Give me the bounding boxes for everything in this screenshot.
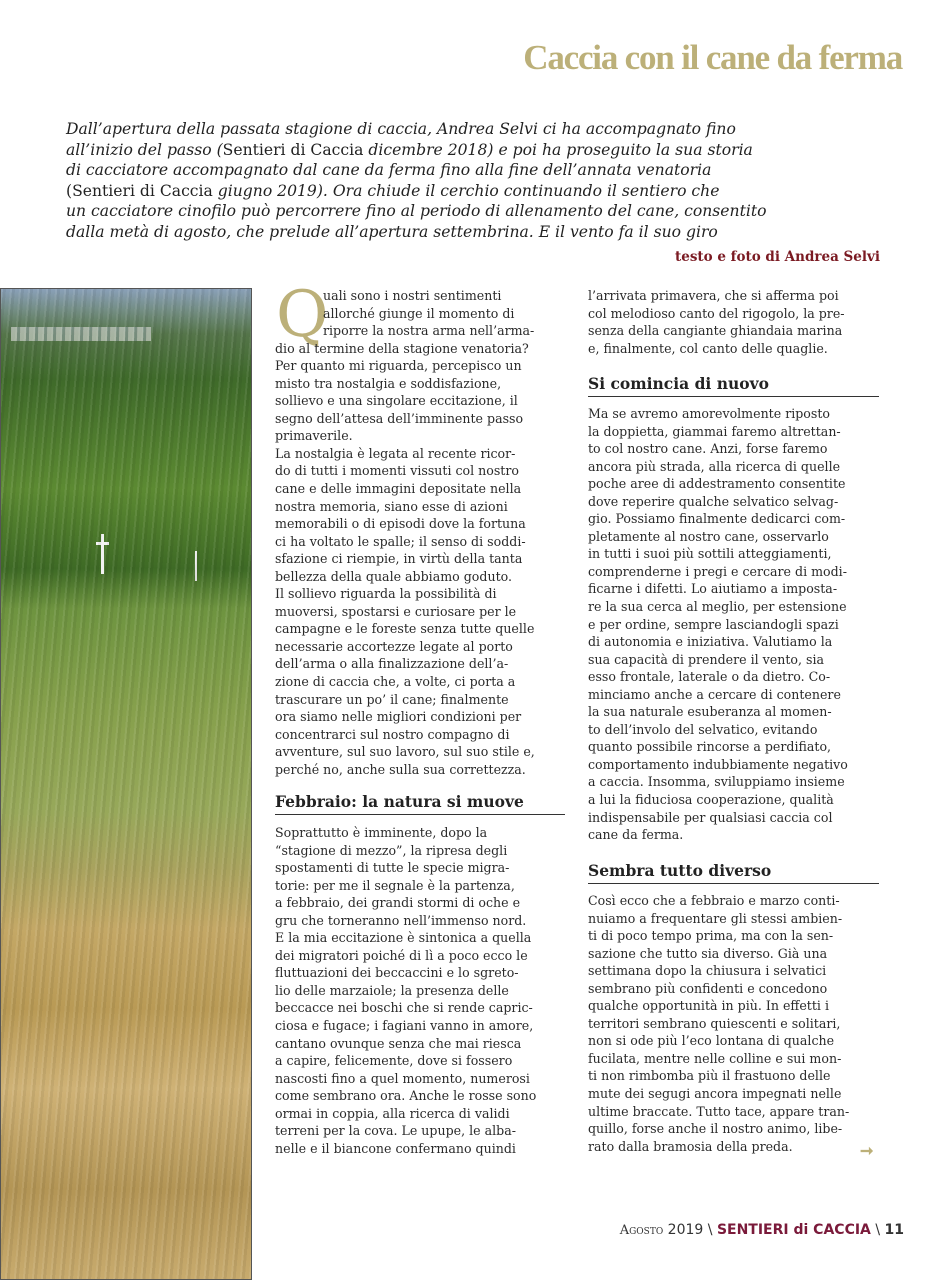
- text-line: dove reperire qualche selvatico selvag-: [588, 493, 839, 509]
- arrow-right-icon: ➞: [860, 1141, 874, 1160]
- intro-text: all’inizio del passo (: [66, 140, 223, 159]
- text-line: come sembrano ora. Anche le rosse sono: [275, 1088, 537, 1104]
- page-number: 11: [884, 1222, 904, 1238]
- text-line: memorabili o di episodi dove la fortuna: [275, 516, 526, 532]
- text-line: territori sembrano quiescenti e solitari,: [588, 1015, 841, 1031]
- text-line: Ma se avremo amorevolmente riposto: [588, 406, 830, 421]
- text-line: dell’arma o alla finalizzazione dell’a-: [275, 656, 509, 672]
- text-line: fucilata, mentre nelle colline e sui mon-: [588, 1050, 842, 1066]
- footer-separator: \: [870, 1222, 885, 1238]
- section-heading-febbraio: Febbraio: la natura si muove: [275, 792, 565, 815]
- text-line: cane da ferma.: [588, 827, 684, 843]
- text-line: e, finalmente, col canto delle quaglie.: [588, 340, 828, 356]
- text-line: campagne e le foreste senza tutte quelle: [275, 621, 535, 637]
- text-line: dio al termine della stagione venatoria?: [275, 340, 529, 356]
- text-line: E la mia eccitazione è sintonica a quella: [275, 930, 532, 946]
- text-line: esso frontale, laterale o da dietro. Co-: [588, 669, 831, 685]
- text-line: nelle e il biancone confermano quindi: [275, 1140, 516, 1156]
- text-line: dei migratori poiché di lì a poco ecco le: [275, 947, 528, 963]
- text-line: ancora più strada, alla ricerca di quelle: [588, 458, 841, 474]
- text-line: beccacce nei boschi che si rende capric-: [275, 1000, 533, 1016]
- text-line: ultime braccate. Tutto tace, appare tran-: [588, 1103, 850, 1119]
- text-line: Soprattutto è imminente, dopo la: [275, 825, 488, 840]
- text-line: ti di poco tempo prima, ma con la sen-: [588, 928, 834, 944]
- text-line: necessarie accortezze legate al porto: [275, 638, 513, 654]
- text-line: di autonomia e iniziativa. Valutiamo la: [588, 634, 833, 650]
- author-credit: testo e foto di Andrea Selvi: [675, 249, 880, 265]
- text-line: sua capacità di prendere il vento, sia: [588, 651, 824, 667]
- text-line: fluttuazioni dei beccaccini e lo sgreto-: [275, 965, 519, 981]
- text-line: torie: per me il segnale è la partenza,: [275, 877, 515, 893]
- section-heading-sembra-tutto-diverso: Sembra tutto diverso: [588, 861, 879, 884]
- text-line: poche aree di addestramento consentite: [588, 476, 846, 492]
- text-line: bellezza della quale abbiamo goduto.: [275, 568, 512, 584]
- magazine-reference: Sentieri di Caccia: [222, 140, 364, 159]
- text-line: col melodioso canto del rigogolo, la pre-: [588, 305, 845, 321]
- text-line: La nostalgia è legata al recente ricor-: [275, 445, 516, 461]
- drop-cap: Q: [276, 278, 329, 352]
- intro-line: un cacciatore cinofilo può percorrere fino al periodo di allenamento del cane, consentito: [66, 202, 767, 221]
- magazine-reference: (Sentieri di Caccia: [66, 181, 213, 200]
- text-line: qualche opportunità in più. In effetti i: [588, 998, 829, 1014]
- text-line: to dell’involo del selvatico, evitando: [588, 721, 818, 737]
- text-line: pletamente al nostro cane, osservarlo: [588, 528, 829, 544]
- intro-line: dalla metà di agosto, che prelude all’apertura settembrina. E il vento fa il suo giro: [66, 222, 718, 241]
- section-heading-si-comincia: Si comincia di nuovo: [588, 374, 879, 397]
- text-line: Il sollievo riguarda la possibilità di: [275, 586, 497, 602]
- text-line: a caccia. Insomma, sviluppiamo insieme: [588, 774, 845, 790]
- text-line: avventure, sul suo lavoro, sul suo stile e,: [275, 744, 535, 760]
- text-line: la sua naturale esuberanza al momen-: [588, 704, 832, 720]
- article-intro: [66, 119, 886, 243]
- intro-line: [66, 140, 886, 161]
- text-line: comprenderne i pregi e cercare di modi-: [588, 563, 847, 579]
- text-line: trascurare un po’ il cane; finalmente: [275, 691, 509, 707]
- footer-year: 2019 \: [663, 1222, 717, 1238]
- text-line: zione di caccia che, a volte, ci porta a: [275, 674, 516, 690]
- text-line: to col nostro cane. Anzi, forse faremo: [588, 441, 828, 457]
- column-1-text: [275, 287, 567, 778]
- text-line: sfazione ci riempie, in virtù della tanta: [275, 551, 523, 567]
- text-line: comportamento indubbiamente negativo: [588, 756, 848, 772]
- footer-magazine-name: SENTIERI di CACCIA: [716, 1222, 871, 1238]
- text-line: minciamo anche a cercare di contenere: [588, 686, 841, 702]
- text-line: l’arrivata primavera, che si afferma poi: [588, 288, 839, 303]
- text-line: Così ecco che a febbraio e marzo conti-: [588, 893, 840, 908]
- text-line: cantano ovunque senza che mai riesca: [275, 1035, 522, 1051]
- intro-text: dicembre 2018) e poi ha proseguito la sua storia: [363, 140, 753, 159]
- text-line: senza della cangiante ghiandaia marina: [588, 323, 843, 339]
- footer-month: Agosto: [619, 1223, 664, 1238]
- column-2-section-text: [588, 405, 880, 844]
- text-line: concentrarci sul nostro compagno di: [275, 726, 510, 742]
- text-line: muoversi, spostarsi e curiosare per le: [275, 603, 517, 619]
- intro-line: di cacciatore accompagnato dal cane da ferma fino alla fine dell’annata venatoria: [66, 161, 712, 180]
- column-2-final-text: [588, 892, 880, 1155]
- text-line: sollievo e una singolare eccitazione, il: [275, 393, 518, 409]
- text-line: segno dell’attesa dell’imminente passo: [275, 410, 524, 426]
- text-line: ci ha voltato le spalle; il senso di soddi-: [275, 533, 526, 549]
- text-line: re la sua cerca al meglio, per estensione: [588, 599, 847, 615]
- text-line: terreni per la cova. Le upupe, le alba-: [275, 1123, 516, 1139]
- text-line: ora siamo nelle migliori condizioni per: [275, 709, 522, 725]
- text-line: mute dei segugi ancora impegnati nelle: [588, 1086, 842, 1102]
- text-line: in tutti i suoi più sottili atteggiamenti,: [588, 546, 832, 562]
- text-line: lio delle marzaiole; la presenza delle: [275, 982, 509, 998]
- text-line: non si ode più l’eco lontana di qualche: [588, 1033, 835, 1049]
- text-line: allorché giunge il momento di: [323, 305, 515, 321]
- text-line: Per quanto mi riguarda, percepisco un: [275, 358, 522, 374]
- text-line: misto tra nostalgia e soddisfazione,: [275, 375, 502, 391]
- text-line: a febbraio, dei grandi stormi di oche e: [275, 895, 521, 911]
- text-line: a capire, felicemente, dove si fossero: [275, 1053, 513, 1069]
- landscape-photo: [0, 288, 252, 1280]
- text-line: primaverile.: [275, 428, 353, 444]
- text-line: ti non rimbomba più il frastuono delle: [588, 1068, 831, 1084]
- text-line: nuiamo a frequentare gli stessi ambien-: [588, 910, 843, 926]
- text-line: gru che torneranno nell’immenso nord.: [275, 912, 527, 928]
- photo-grass-texture: [1, 289, 251, 1279]
- text-line: rato dalla bramosia della preda.: [588, 1138, 793, 1154]
- text-line: settimana dopo la chiusura i selvatici: [588, 963, 827, 979]
- intro-line: Dall’apertura della passata stagione di caccia, Andrea Selvi ci ha accompagnato fino: [66, 120, 736, 138]
- text-line: do di tutti i momenti vissuti col nostro: [275, 463, 519, 479]
- text-line: spostamenti di tutte le specie migra-: [275, 860, 510, 876]
- text-line: riporre la nostra arma nell’arma-: [323, 323, 535, 339]
- text-line: sazione che tutto sia diverso. Già una: [588, 945, 828, 961]
- text-line: perché no, anche sulla sua correttezza.: [275, 761, 526, 777]
- text-line: la doppietta, giammai faremo altrettan-: [588, 423, 841, 439]
- page-footer: [620, 1222, 904, 1238]
- column-2-text: [588, 287, 880, 357]
- intro-text: giugno 2019). Ora chiude il cerchio continuando il sentiero che: [212, 181, 720, 200]
- column-1-section-text: [275, 824, 567, 1157]
- text-line: a lui la fiduciosa cooperazione, qualità: [588, 792, 834, 808]
- text-line: sembrano più confidenti e concedono: [588, 980, 828, 996]
- text-line: uali sono i nostri sentimenti: [323, 288, 502, 303]
- article-title: Caccia con il cane da ferma: [523, 38, 902, 77]
- text-line: quillo, forse anche il nostro animo, libe-: [588, 1121, 843, 1137]
- text-line: ciosa e fugace; i fagiani vanno in amore,: [275, 1018, 534, 1034]
- text-line: cane e delle immagini depositate nella: [275, 481, 522, 497]
- text-line: quanto possibile rincorse a perdifiato,: [588, 739, 832, 755]
- text-line: nostra memoria, siano esse di azioni: [275, 498, 508, 514]
- text-line: gio. Possiamo finalmente dedicarci com-: [588, 511, 846, 527]
- text-line: indispensabile per qualsiasi caccia col: [588, 809, 833, 825]
- text-line: ormai in coppia, alla ricerca di validi: [275, 1105, 510, 1121]
- text-line: ficarne i difetti. Lo aiutiamo a imposta-: [588, 581, 838, 597]
- text-line: “stagione di mezzo”, la ripresa degli: [275, 842, 508, 858]
- intro-line: [66, 181, 886, 202]
- text-line: e per ordine, sempre lasciandogli spazi: [588, 616, 839, 632]
- text-line: nascosti fino a quel momento, numerosi: [275, 1070, 530, 1086]
